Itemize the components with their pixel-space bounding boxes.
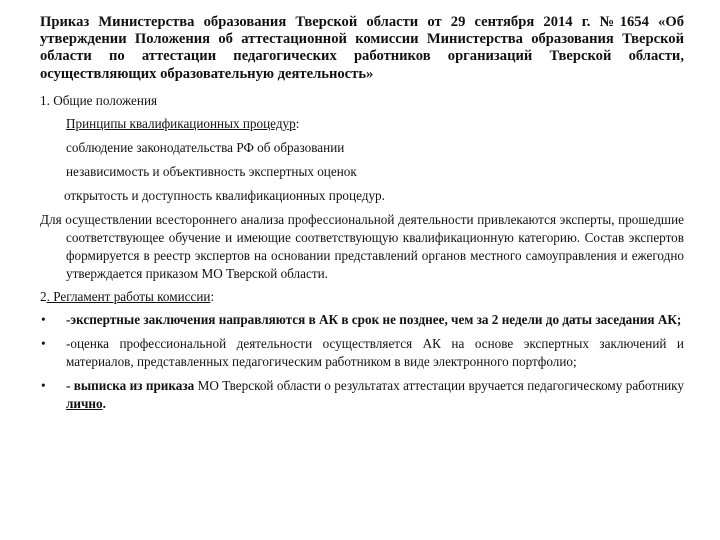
regulation-item-text: -экспертные заключения направляются в АК в срок не позднее, чем за 2 недели до даты заседания АК;	[66, 311, 682, 327]
principle-item: открытость и доступность квалификационных процедур.	[64, 187, 385, 203]
document-body	[40, 92, 684, 413]
section-2-number: 2	[40, 288, 47, 304]
section-2-colon: :	[210, 288, 215, 304]
regulation-list	[40, 311, 684, 413]
section-1-heading: 1. Общие положения	[40, 92, 158, 108]
experts-paragraph: Для осуществлении всестороннего анализа профессиональной деятельности привлекаются эксперты, прошедшие соответствующее обучение и имеющие соответствующую квалификационную категорию. Состав экспертов формируется в реестр экспертов на основании представлений органов местного самоуправления и ежегодно утверждается приказом МО Тверской области.	[40, 211, 684, 281]
document-title: Приказ Министерства образования Тверской области от 29 сентября 2014 г. №1654 «Об утверждении Положения об аттестационной комиссии Министерства образования Тверской области по аттестации педагогических работников организаций Тверской области, осуществляющих образовательную деятельность»	[40, 14, 684, 82]
bullet-marker: •	[41, 377, 46, 393]
regulation-item-emphasis: лично	[66, 395, 103, 411]
bullet-marker: •	[41, 335, 46, 351]
section-2-title: . Регламент работы комиссии	[46, 288, 211, 304]
section-2-heading	[40, 288, 684, 306]
bullet-marker: •	[41, 311, 46, 327]
regulation-item-text: -оценка профессиональной деятельности осуществляется АК на основе экспертных заключений и материалов, представленных педагогическим работником в виде электронного портфолио;	[66, 335, 684, 369]
regulation-item-bold-text: - выписка из приказа	[66, 377, 195, 393]
regulation-item	[40, 311, 684, 329]
principles-subheading-colon: :	[295, 115, 300, 131]
principle-item: независимость и объективность экспертных оценок	[66, 163, 357, 179]
regulation-item	[40, 335, 684, 371]
principle-item: соблюдение законодательства РФ об образовании	[66, 139, 345, 155]
regulation-item-text: МО Тверской области о результатах аттестации вручается педагогическому работнику	[194, 377, 684, 393]
regulation-item	[40, 377, 684, 413]
regulation-item-end: .	[102, 395, 106, 411]
principles-subheading-text: Принципы квалификационных процедур	[66, 115, 296, 131]
principles-subheading	[40, 115, 684, 133]
